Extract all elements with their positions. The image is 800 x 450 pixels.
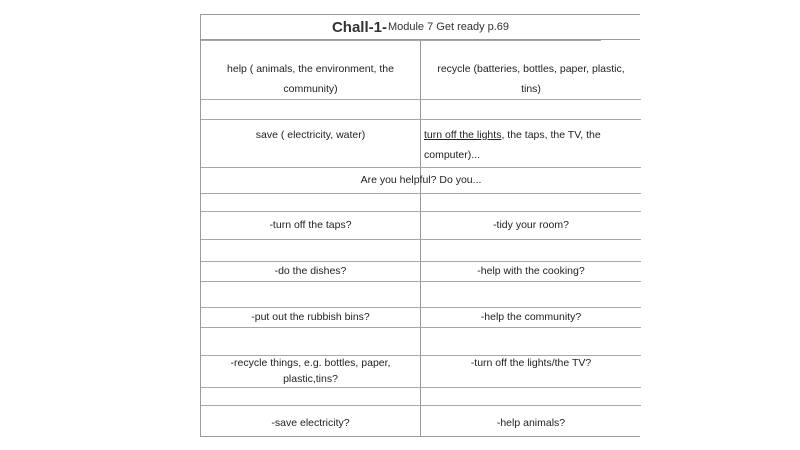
vocab-turn-off	[421, 125, 641, 165]
worksheet-title	[201, 15, 640, 40]
question-2-left: -do the dishes?	[274, 265, 347, 277]
vocab-recycle-line2: tins)	[521, 83, 541, 95]
question-4-right: -turn off the lights/the TV?	[470, 357, 592, 369]
question-1-left: -turn off the taps?	[269, 219, 352, 231]
rule-line	[201, 327, 641, 328]
question-1-right: -tidy your room?	[493, 219, 569, 231]
question-5-right: -help animals?	[496, 417, 566, 429]
vocab-turn-off-rest: , the taps, the TV, the	[501, 129, 601, 141]
rule-line	[201, 405, 641, 406]
vocab-recycle-line1: recycle (batteries, bottles, paper, plastic,	[437, 63, 625, 75]
rule-line	[201, 211, 641, 212]
worksheet-table	[200, 14, 640, 437]
vocab-help-line2: community)	[283, 83, 338, 95]
question-heading: Are you helpful? Do you...	[360, 174, 482, 186]
vocab-help	[201, 59, 420, 99]
rule-line	[201, 387, 641, 388]
title-rest: Module 7 Get ready p.69	[387, 21, 510, 33]
question-3-left: -put out the rubbish bins?	[251, 311, 370, 323]
question-4-left-line1: -recycle things, e.g. bottles, paper,	[230, 357, 391, 369]
question-5-left: -save electricity?	[271, 417, 350, 429]
vocab-turn-off-line2: computer)...	[424, 149, 481, 161]
question-2-right: -help with the cooking?	[477, 265, 585, 277]
vocab-turn-off-line1	[424, 125, 641, 145]
question-4-left-line2: plastic,tins?	[283, 373, 338, 385]
rule-line	[201, 193, 641, 194]
question-3-right: -help the community?	[480, 311, 582, 323]
rule-line	[201, 167, 641, 168]
rule-line	[201, 99, 641, 100]
question-4-left	[201, 355, 420, 387]
rule-line	[201, 119, 641, 120]
vocab-turn-off-underlined: turn off the lights	[424, 129, 502, 141]
title-main: Chall-1-	[331, 18, 387, 36]
vocab-help-line1: help ( animals, the environment, the	[227, 63, 394, 75]
rule-line	[201, 40, 601, 41]
rule-line	[201, 239, 641, 240]
vocab-save: save ( electricity, water)	[255, 129, 366, 141]
rule-line	[201, 281, 641, 282]
vocab-recycle	[421, 59, 641, 99]
